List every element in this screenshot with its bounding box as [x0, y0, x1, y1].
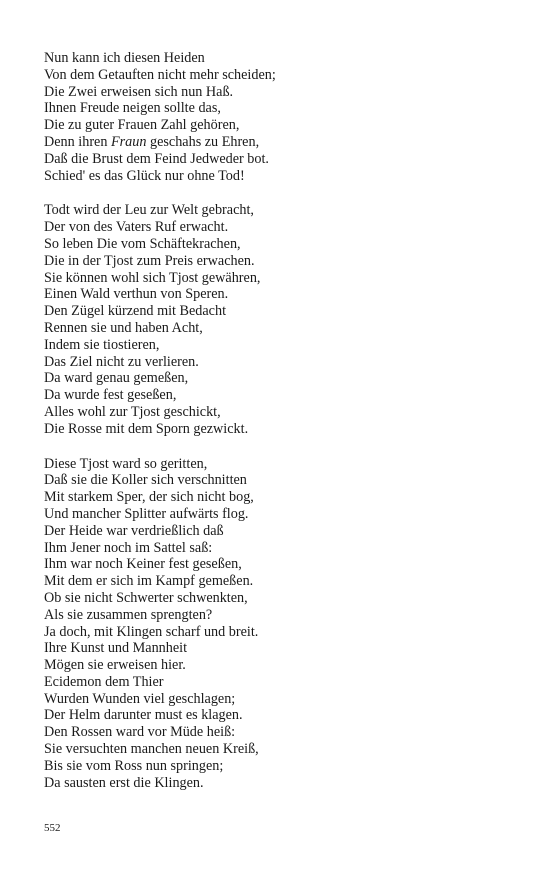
verse-line: Von dem Getauften nicht mehr scheiden;: [44, 66, 276, 83]
verse-line: Daß die Brust dem Feind Jedweder bot.: [44, 150, 269, 167]
verse-line: Ihm war noch Keiner fest geseßen,: [44, 556, 242, 573]
verse-line: Denn ihren Fraun geschahs zu Ehren,: [44, 133, 260, 150]
verse-line: Als sie zusammen sprengten?: [44, 606, 213, 623]
verse-line: Ihm Jener noch im Sattel saß:: [44, 539, 213, 556]
verse-line: Diese Tjost ward so geritten,: [44, 455, 208, 472]
stanza: [44, 202, 514, 437]
verse-line: Der von des Vaters Ruf erwacht.: [44, 219, 229, 236]
verse-line: Bis sie vom Ross nun springen;: [44, 757, 224, 774]
poem-text: [44, 50, 514, 809]
verse-line: Da sausten erst die Klingen.: [44, 774, 204, 791]
verse-line: Die Rosse mit dem Sporn gezwickt.: [44, 420, 249, 437]
verse-line: Mögen sie erweisen hier.: [44, 657, 186, 674]
verse-line: Ob sie nicht Schwerter schwenkten,: [44, 589, 248, 606]
verse-line: Da wurde fest geseßen,: [44, 387, 177, 404]
verse-line: Indem sie tiostieren,: [44, 336, 160, 353]
verse-line: Der Helm darunter must es klagen.: [44, 707, 243, 724]
verse-line: Mit starkem Sper, der sich nicht bog,: [44, 489, 254, 506]
page-number: 552: [44, 822, 61, 834]
verse-line: Einen Wald verthun von Speren.: [44, 286, 229, 303]
verse-line: Ecidemon dem Thier: [44, 673, 164, 690]
verse-line: Todt wird der Leu zur Welt gebracht,: [44, 202, 254, 219]
verse-line: Der Heide war verdrießlich daß: [44, 522, 224, 539]
verse-line: Schied' es das Glück nur ohne Tod!: [44, 167, 245, 184]
verse-line: Sie versuchten manchen neuen Kreiß,: [44, 741, 259, 758]
verse-line: Den Rossen ward vor Müde heiß:: [44, 724, 236, 741]
verse-line: Den Zügel kürzend mit Bedacht: [44, 303, 227, 320]
stanza: [44, 50, 514, 184]
verse-line: Ja doch, mit Klingen scharf und breit.: [44, 623, 259, 640]
stanza: [44, 456, 514, 792]
verse-line: Nun kann ich diesen Heiden: [44, 50, 205, 66]
verse-line: Alles wohl zur Tjost geschickt,: [44, 403, 221, 420]
verse-line: Sie können wohl sich Tjost gewähren,: [44, 269, 261, 286]
verse-line: Daß sie die Koller sich verschnitten: [44, 472, 247, 489]
verse-line: Ihnen Freude neigen sollte das,: [44, 100, 221, 117]
verse-line: Wurden Wunden viel geschlagen;: [44, 690, 236, 707]
verse-line: Da ward genau gemeßen,: [44, 370, 189, 387]
verse-line: So leben Die vom Schäftekrachen,: [44, 235, 241, 252]
verse-line: Die zu guter Frauen Zahl gehören,: [44, 117, 240, 134]
verse-line: Die Zwei erweisen sich nun Haß.: [44, 83, 234, 100]
verse-line: Und mancher Splitter aufwärts flog.: [44, 505, 249, 522]
verse-line: Ihre Kunst und Mannheit: [44, 640, 188, 657]
verse-line: Die in der Tjost zum Preis erwachen.: [44, 252, 255, 269]
verse-line: Das Ziel nicht zu verlieren.: [44, 353, 199, 370]
verse-line: Rennen sie und haben Acht,: [44, 319, 203, 336]
verse-line: Mit dem er sich im Kampf gemeßen.: [44, 573, 254, 590]
